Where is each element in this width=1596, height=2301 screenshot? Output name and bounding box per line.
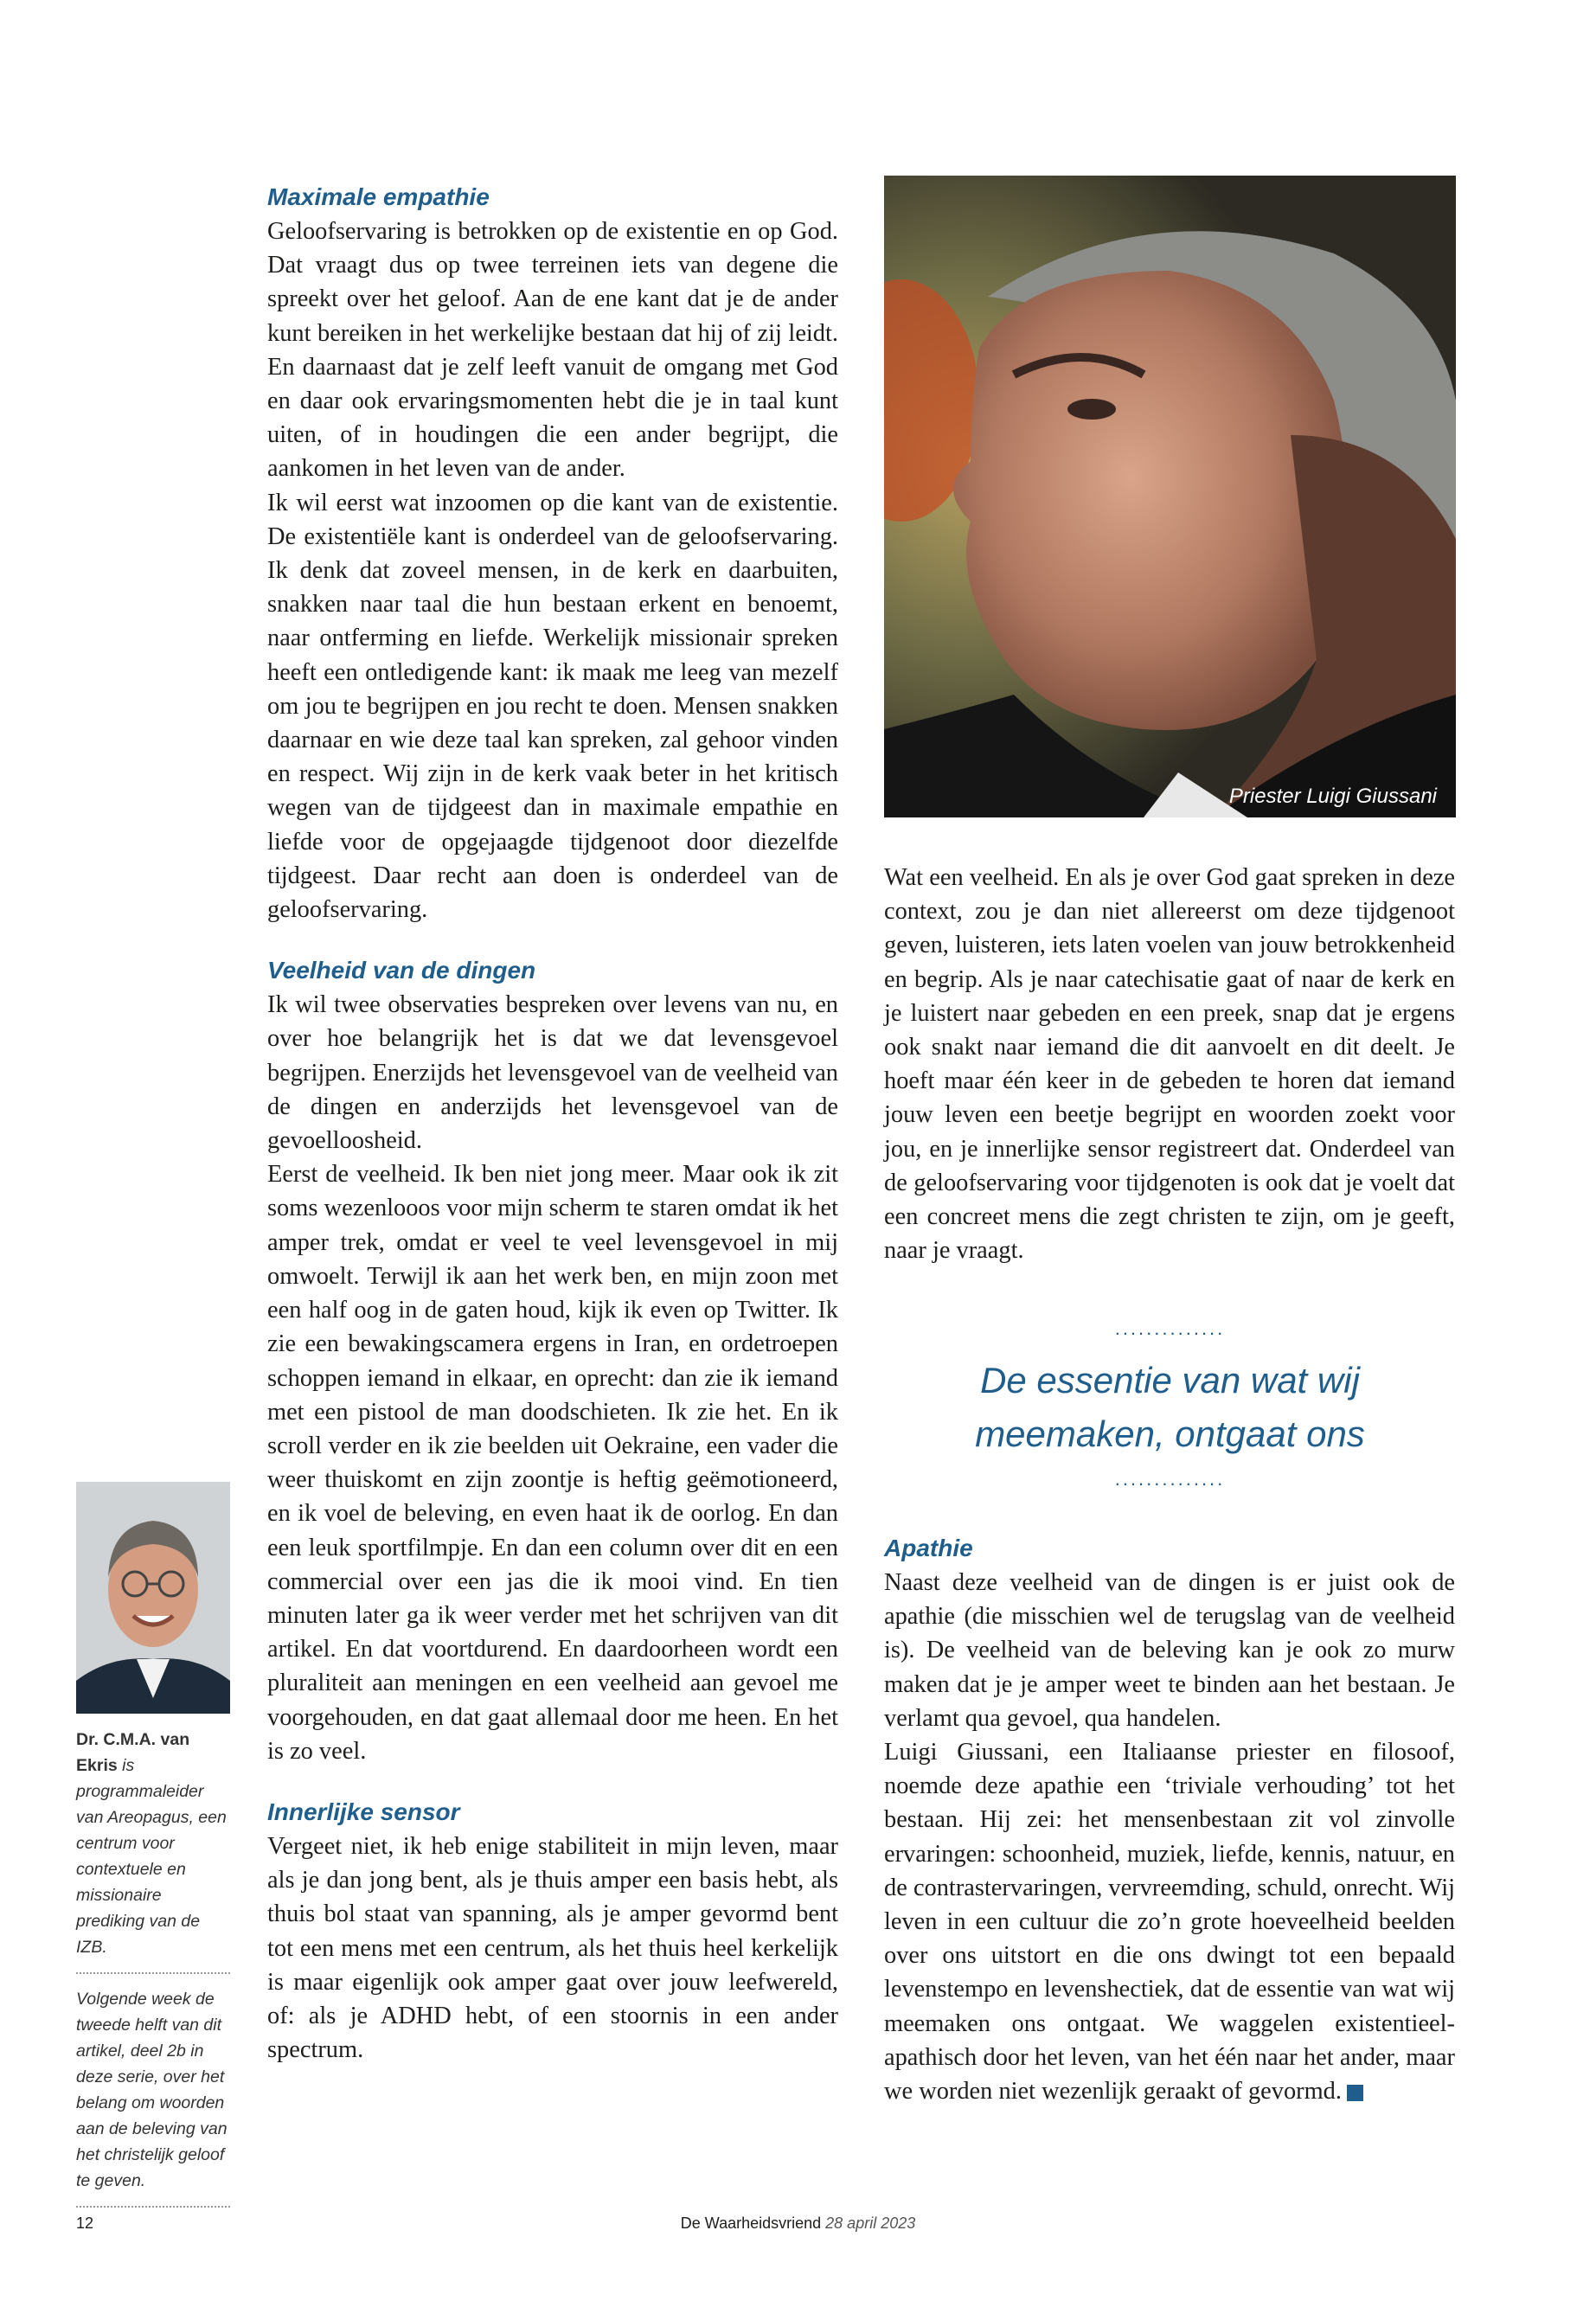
author-sidebar (76, 1727, 230, 2208)
heading-apathie: Apathie (884, 1535, 973, 1561)
magazine-name: De Waarheidsvriend (680, 2214, 822, 2232)
heading-innerlijke-sensor: Innerlijke sensor (267, 1798, 460, 1825)
magazine-footer (0, 2214, 1596, 2233)
right-column (884, 861, 1455, 1267)
paragraph: Ik wil eerst wat inzoomen op die kant van de existentie. De existentiële kant is onderdeel van de geloofservaring. Ik denk dat zoveel mensen, in de kerk en daarbuiten, snakken naar taal die hun bestaan erkent en benoemt, naar ontferming en liefde. Werkelijk missionair spreken heeft een ontledigende kant: ik maak me leeg van mezelf om jou te begrijpen en jou recht te doen. Mensen snakken daarnaar en wie deze taal kan spreken, zal gehoor vinden en respect. Wij zijn in de kerk vaak beter in het kritisch wegen van de tijdgeest dan in maximale empathie en liefde voor de opgejaagde tijdgenoot door diezelfde tijdgeest. Daar recht aan doen is onderdeel van de geloofservaring. (267, 489, 838, 924)
paragraph: Naast deze veelheid van de dingen is er juist ook de apathie (die misschien wel de terugslag van de veelheid is). De veelheid van de beleving kan je ook zo murw maken dat je je amper weet te binden aan het bestaan. Je verlamt qua gevoel, qua handelen. (884, 1569, 1455, 1732)
author-bio-text: is programmaleider van Areopagus, een centrum voor contextuele en missionaire prediking van de IZB. (76, 1756, 227, 1957)
paragraph-text: Luigi Giussani, een Italiaanse priester en filosoof, noemde deze apathie een ‘triviale verhouding’ tot het bestaan. Hij zei: het mensenbestaan zit vol zinvolle ervaringen: schoonheid, muziek, liefde, kennis, natuur, en de contrastervaringen, vervreemding, schuld, onrecht. Wij leven in een cultuur die zo’n grote hoeveelheid beelden over ons uitstort en die ons dwingt tot een bepaald levenstempo en levenshectiek, dat de essentie van wat wij meemaken ons ontgaat. We waggelen existentieel-apathisch door het leven, van het één naar het ander, maar we worden niet wezenlijk geraakt of gevormd. (884, 1739, 1455, 2106)
pull-quote-dots-top: .............. (1114, 1317, 1226, 1339)
paragraph: Wat een veelheid. En als je over God gaat spreken in deze context, zou je dan niet allereerst om deze tijdgenoot geven, luisteren, iets laten voelen van jouw betrokkenheid en begrip. Als je naar catechisatie gaat of naar de kerk en je luistert naar gebeden en een preek, snap dat je ergens ook snakt naar iemand die dit aanvoelt en dit deelt. Je hoeft maar één keer in de gebeden te horen dat iemand jouw leven een beetje begrijpt en woorden zoekt voor jou, en je innerlijke sensor registreert dat. Onderdeel van de geloofservaring voor tijdgenoten is ook dat je voelt dat een concreet mens die zegt christen te zijn, om je geeft, naar je vraagt. (884, 864, 1455, 1265)
paragraph: Ik wil twee observaties bespreken over levens van nu, en over hoe belangrijk het is dat we dat levensgevoel begrijpen. Enerzijds het levensgevoel van de veelheid van de dingen en anderzijds het levensgevoel van de gevoelloosheid. (267, 991, 838, 1155)
page-number: 12 (76, 2214, 94, 2232)
paragraph: Vergeet niet, ik heb enige stabiliteit in mijn leven, maar als je dan jong bent, als je thuis amper een basis hebt, als thuis bol staat van spanning, als je amper gevormd bent tot een mens met een centrum, als het thuis heel kerkelijk is maar eigenlijk ook amper gaat over jouw leefwereld, of: als je ADHD hebt, of een stoornis in een ander spectrum. (267, 1832, 838, 2064)
author-name: Dr. C.M.A. van Ekris (76, 1730, 190, 1775)
author-photo (76, 1482, 230, 1714)
heading-maximale-empathie: Maximale empathie (267, 183, 490, 210)
pull-quote (884, 1319, 1456, 1489)
paragraph: Eerst de veelheid. Ik ben niet jong meer. Maar ook ik zit soms wezenlooos voor mijn scherm te staren omdat ik het amper trek, omdat er veel te veel levensgevoel in mij omwoelt. Terwijl ik aan het werk ben, en mijn zoon met een half oog in de gaten houd, kijk ik even op Twitter. Ik zie een bewakingscamera ergens in Iran, en ordetroepen schoppen iemand in elkaar, en oprecht: dan zie ik iemand met een pistool de man doodschieten. Ik zie het. En ik scroll verder en ik zie beelden uit Oekraine, een vader die weer thuiskomt en zijn zoontje is heftig geëmotioneerd, en ik voel de beleving, en even haat ik de oorlog. En dan een leuk sportfilmpje. En dan een column over dit en een commercial over een jas die ik mooi vind. En tien minuten later ga ik weer verder met het schrijven van dit artikel. En dat voortdurend. En daardoorheen wordt een pluraliteit aan meningen en een veelheid aan gevoel me voorgehouden, en dat gaat allemaal door me heen. En het is zo veel. (267, 1161, 838, 1765)
issue-date: 28 april 2023 (825, 2214, 916, 2232)
pull-quote-line-2: meemaken, ontgaat ons (975, 1413, 1365, 1454)
end-mark-icon (1347, 2085, 1363, 2101)
apathie-section (884, 1531, 1455, 2108)
heading-veelheid-van-de-dingen: Veelheid van de dingen (267, 957, 536, 984)
giussani-photo (884, 176, 1456, 817)
author-portrait-illustration (76, 1482, 230, 1714)
paragraph (884, 1735, 1455, 2108)
pull-quote-line-1: De essentie van wat wij (980, 1360, 1360, 1400)
pull-quote-text (884, 1354, 1456, 1461)
series-note: Volgende week de tweede helft van dit artikel, deel 2b in deze serie, over het belang om woorden aan de beleving van het christelijk geloof te geven. (76, 1974, 230, 2208)
portrait-illustration (884, 176, 1456, 817)
author-bio (76, 1727, 230, 1974)
photo-caption: Priester Luigi Giussani (1228, 785, 1437, 808)
pull-quote-dots-bottom: .............. (1114, 1468, 1226, 1490)
paragraph: Geloofservaring is betrokken op de existentie en op God. Dat vraagt dus op twee terreinen iets van degene die spreekt over het geloof. Aan de ene kant dat je de ander kunt bereiken in het werkelijke bestaan dat hij of zij leidt. En daarnaast dat je zelf leeft vanuit de omgang met God en daar ook ervaringsmomenten hebt die je in taal kunt uiten, of in houdingen die een ander begrijpt, die aankomen in het leven van de ander. (267, 218, 838, 483)
left-column (267, 180, 838, 2067)
